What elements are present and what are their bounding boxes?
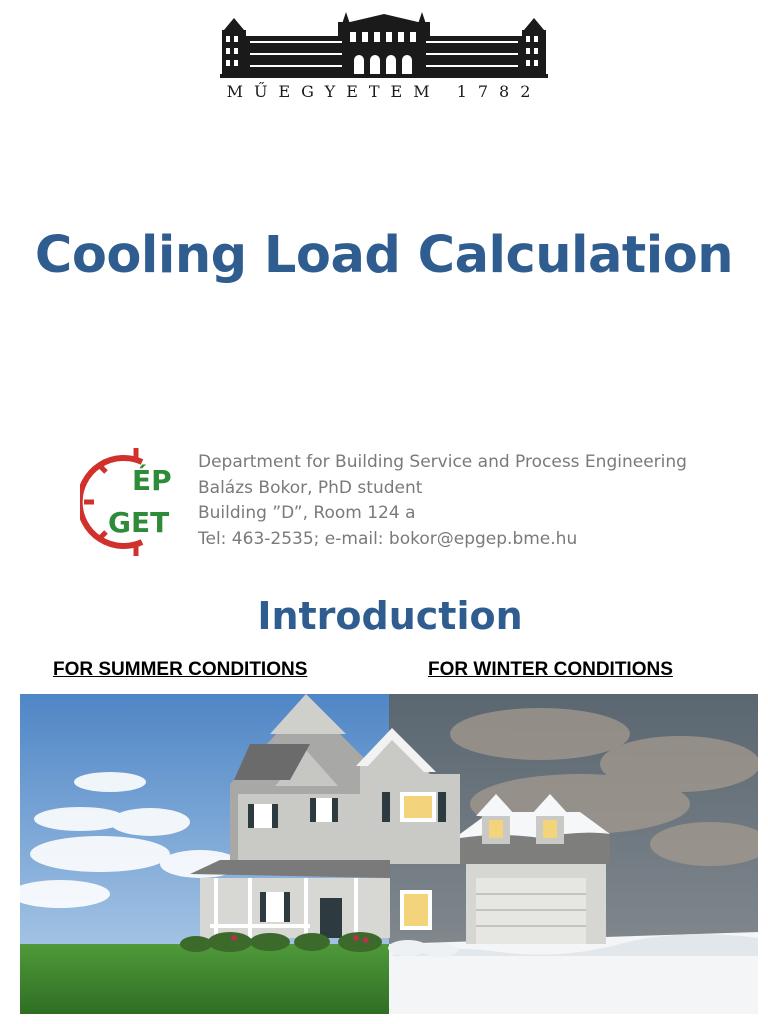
summer-conditions-label: FOR SUMMER CONDITIONS <box>53 659 308 680</box>
contact-phone-email: Tel: 463-2535; e-mail: bokor@epgep.bme.hu <box>198 528 578 549</box>
contact-info <box>198 450 758 552</box>
section-title: Introduction <box>257 594 523 638</box>
house-summer-winter-image <box>20 694 758 1014</box>
department-name: Department for Building Service and Process Engineering <box>198 452 687 472</box>
office-location: Building ”D”, Room 124 a <box>198 503 416 523</box>
winter-conditions-label: FOR WINTER CONDITIONS <box>428 659 673 680</box>
author-name: Balázs Bokor, PhD student <box>198 477 423 498</box>
epgep-logo-icon <box>80 444 180 560</box>
university-caption: MŰEGYETEM 1782 <box>226 82 542 101</box>
logo-text-top: ÉP <box>132 464 172 497</box>
logo-text-bottom: GET <box>108 506 170 539</box>
university-building-icon <box>220 8 548 80</box>
document-title: Cooling Load Calculation <box>34 226 734 285</box>
